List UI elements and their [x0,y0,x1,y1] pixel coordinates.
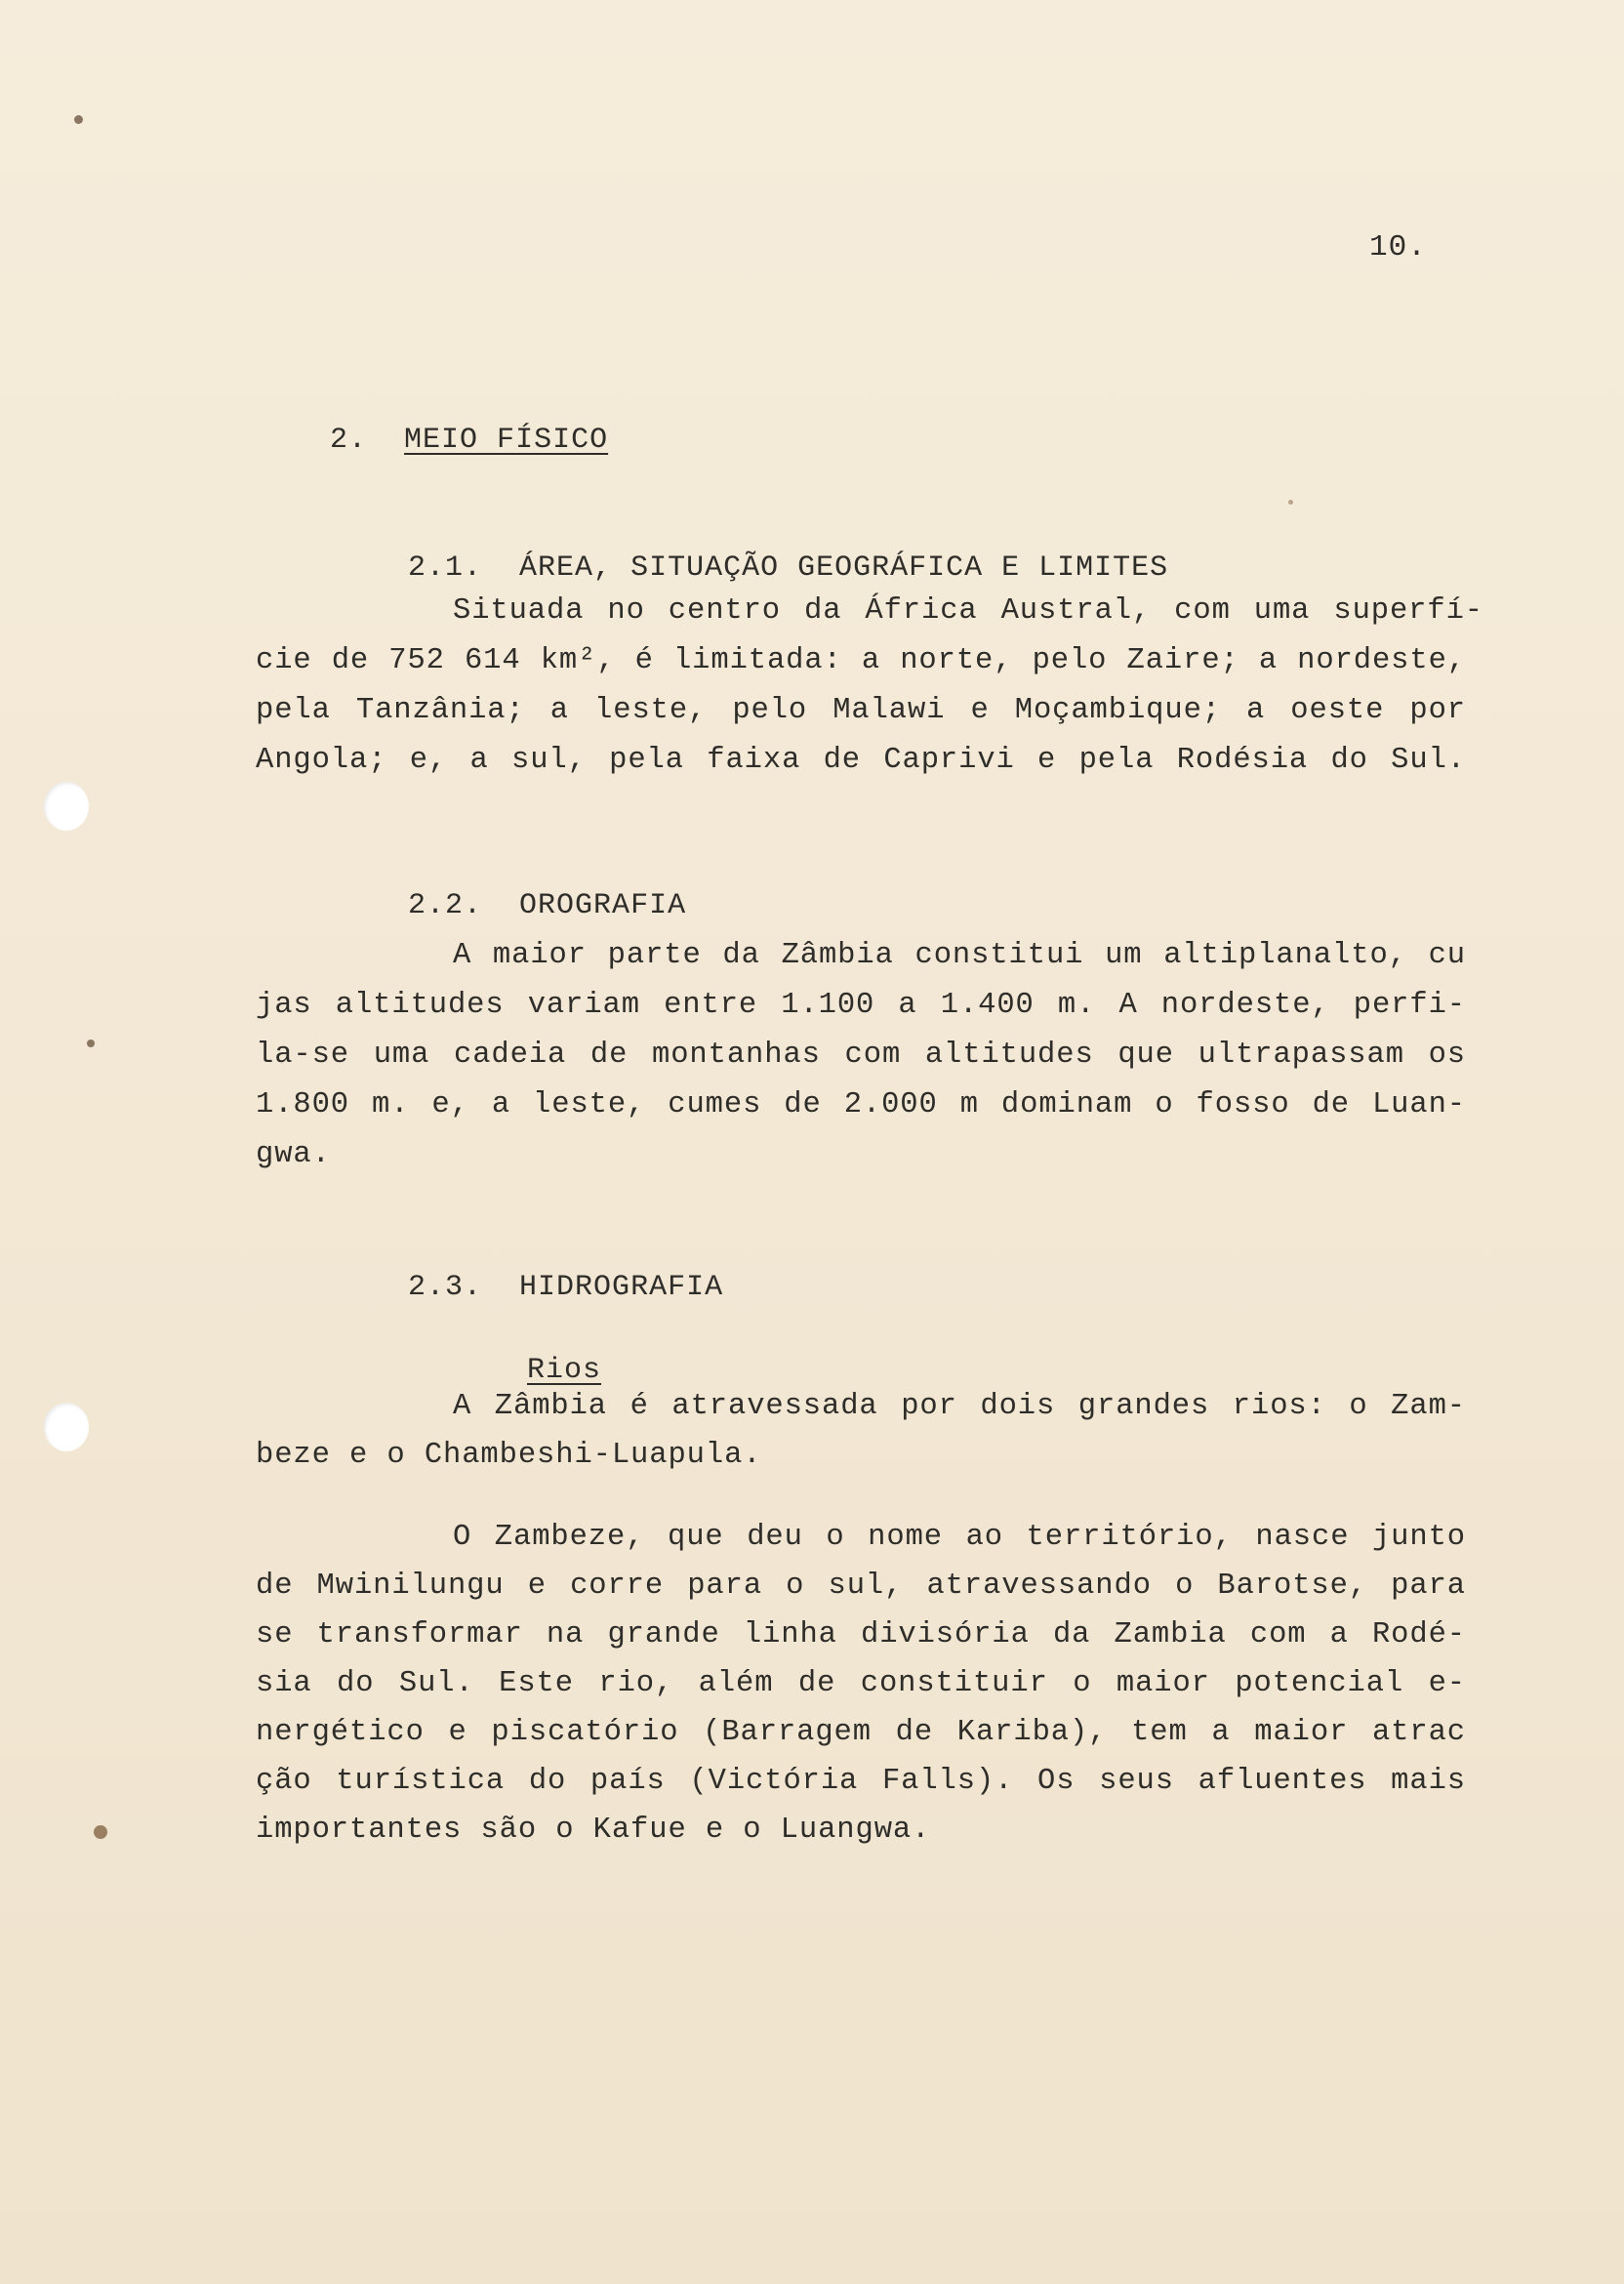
page-number: 10. [1369,230,1427,265]
section-number: 2. [330,424,368,457]
text-line: sia do Sul. Este rio, além de constituir o maior potencial e- [256,1667,1466,1700]
paper-speck [94,1825,107,1839]
text-line: Situada no centro da África Austral, com uma superfí- [453,594,1483,628]
text-line: jas altitudes variam entre 1.100 a 1.400 m. A nordeste, perfi- [256,989,1466,1022]
paper-speck [1288,500,1293,505]
subsection-title: ÁREA, SITUAÇÃO GEOGRÁFICA E LIMITES [519,551,1169,585]
paper-speck [87,1040,95,1047]
punch-hole-top [44,782,89,831]
text-line: cie de 752 614 km², é limitada: a norte, pelo Zaire; a nordeste, [256,644,1466,677]
text-line: ção turística do país (Victória Falls). Os seus afluentes mais [256,1765,1466,1798]
text-line: importantes são o Kafue e o Luangwa. [256,1814,931,1847]
punch-hole-bottom [44,1403,89,1451]
text-line: gwa. [256,1138,331,1171]
text-line: A Zâmbia é atravessada por dois grandes rios: o Zam- [453,1390,1466,1423]
text-line: la-se uma cadeia de montanhas com altitudes que ultrapassam os [256,1039,1466,1072]
subsection-title: OROGRAFIA [519,889,687,922]
text-line: pela Tanzânia; a leste, pelo Malawi e Moçambique; a oeste por [256,694,1466,727]
text-line: Angola; e, a sul, pela faixa de Caprivi e pela Rodésia do Sul. [256,744,1466,777]
text-line: O Zambeze, que deu o nome ao território, nasce junto [453,1521,1466,1554]
text-line: 1.800 m. e, a leste, cumes de 2.000 m dominam o fosso de Luan- [256,1088,1466,1122]
paper-speck [74,115,83,124]
text-line: beze e o Chambeshi-Luapula. [256,1439,762,1472]
subsection-number: 2.2. [408,889,483,922]
text-line: nergético e piscatório (Barragem de Kariba), tem a maior atrac [256,1716,1466,1749]
section-heading [256,390,608,490]
text-line: de Mwinilungu e corre para o sul, atravessando o Barotse, para [256,1570,1466,1603]
subsection-number: 2.1. [408,551,483,585]
subsection-title: HIDROGRAFIA [519,1271,724,1304]
rivers-subheading: Rios [527,1354,602,1387]
subsection-number: 2.3. [408,1271,483,1304]
section-title: MEIO FÍSICO [404,424,609,457]
text-line: se transformar na grande linha divisória da Zambia com a Rodé- [256,1618,1466,1652]
text-line: A maior parte da Zâmbia constitui um altiplanalto, cu [453,939,1466,972]
